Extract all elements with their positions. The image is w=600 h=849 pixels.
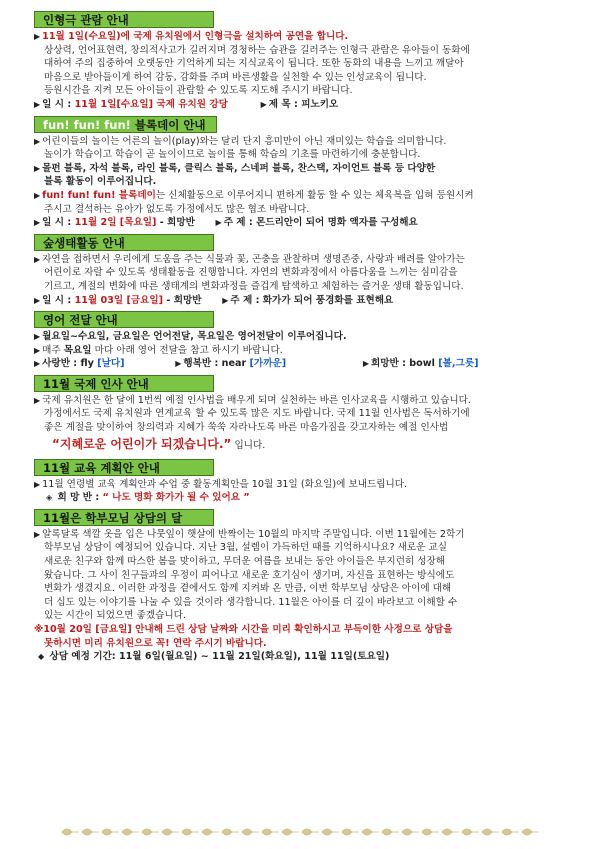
paragraph-line: 블록 활동이 이루어집니다. <box>44 176 157 188</box>
diamond-bullet-icon: ◆ <box>38 652 45 662</box>
section-header: 숲생태활동 안내 <box>34 234 214 251</box>
triangle-bullet-icon: ▶ <box>34 479 41 489</box>
section-parent-counseling <box>34 508 574 664</box>
leaf-ornament-icon <box>522 829 539 835</box>
lead-line: ▶ 11월 1일(수요일)에 국제 유치원에서 인형극을 설치하여 공연을 합니다. <box>34 31 349 42</box>
triangle-bullet-icon: ▶ <box>34 99 41 109</box>
section-header: 11월 국제 인사 안내 <box>34 375 214 392</box>
leaf-ornament-icon <box>62 829 79 835</box>
triangle-bullet-icon: ▶ <box>215 218 222 228</box>
leaf-ornament-icon <box>402 829 419 835</box>
paragraph-line: ▶ 매주 목요일 마다 아래 영어 전달을 참고 하시기 바랍니다. <box>34 344 283 356</box>
paragraph-line: 놀이가 학습이고 학습이 곧 놀이이므로 놀이를 통해 학습의 기초를 마련하기에 충분합니다. <box>44 149 421 161</box>
newsletter-page <box>34 10 574 667</box>
leaf-ornament-icon <box>202 829 219 835</box>
section-header: fun! fun! fun! 블록데이 안내 <box>34 116 217 133</box>
paragraph-line: 상상력, 언어표현력, 창의적사고가 길러지며 경청하는 습관을 길러주는 인형극 관람은 유아들이 동화에 <box>44 44 470 56</box>
section-header: 영어 전달 안내 <box>34 311 214 328</box>
paragraph-line: 새로운 친구와 함께 따스한 봄을 맞이하고, 무더운 여름을 보내는 동안 아이들은 부지런히 성장해 <box>44 556 446 568</box>
paragraph-line: ▶ 11월 연령별 교육 계획안과 수업 중 활동계획안을 10월 31일 (화요일)에 보내드립니다. <box>34 478 408 490</box>
triangle-bullet-icon: ▶ <box>34 529 41 539</box>
leaf-ornament-icon <box>342 829 359 835</box>
section-header: 11월은 학부모님 상담의 달 <box>34 509 214 526</box>
paragraph-line: ▶ 자연을 접하면서 우리에게 도움을 주는 식물과 꽃, 곤충을 관찰하며 생명존중, 사랑과 배려를 알아가는 <box>34 253 465 265</box>
leaf-ornament-icon <box>142 829 159 835</box>
counseling-period-line: ◆ 상담 예정 기간: 11월 6일(월요일) ~ 11월 21일(화요일), 11월 11일(토요일) <box>38 651 390 663</box>
triangle-bullet-icon: ▶ <box>362 359 369 369</box>
triangle-bullet-icon: ▶ <box>260 99 267 109</box>
paragraph-line: 등원시간을 지켜 모든 아이들이 관람할 수 있도록 지도해 주시기 바랍니다. <box>44 85 353 97</box>
paragraph-line: ▶ 어린이들의 놀이는 어른의 놀이(play)와는 달리 단지 흥미만이 아닌 재미있는 학습을 의미합니다. <box>34 135 447 147</box>
section-puppet-show <box>34 10 574 112</box>
section-lesson-plan <box>34 458 574 505</box>
triangle-bullet-icon: ▶ <box>34 32 41 41</box>
paragraph-line: 대하여 주의 집중하여 오랫동안 기억하게 되는 지식교육이 됩니다. 또한 동화의 내용을 느끼고 깨달아 <box>44 58 464 70</box>
triangle-bullet-icon: ▶ <box>34 218 41 228</box>
decorative-leaf-divider <box>60 826 540 838</box>
triangle-bullet-icon: ▶ <box>175 359 182 369</box>
paragraph-line: 더 십도 있는 이야기를 나눌 수 있을 것이라 생각합니다. 11월은 아이를 더 깊이 바라보고 이해할 수 <box>44 596 458 608</box>
paragraph-line: 좋은 계절을 맞이하여 창의력과 지혜가 쑥쑥 자라나도록 바른 마음가짐을 갖고자하는 예절 인사법 <box>44 422 449 434</box>
leaf-ornament-icon <box>362 829 379 835</box>
paragraph-line: ▶ fun! fun! fun! 블록데이는 신체활동으로 이루어지니 편하게 활동 할 수 있는 체육복을 입혀 등원시켜 <box>34 189 474 201</box>
leaf-ornament-icon <box>182 829 199 835</box>
schedule-line: ▶ 일 시 : 11월 1일[수요일] 국제 유치원 강당 ▶ 제 목 : 피노키오 <box>34 98 339 110</box>
section-header: 인형극 관람 안내 <box>34 11 214 28</box>
leaf-ornament-icon <box>322 829 339 835</box>
section-header: 11월 교육 계획안 안내 <box>34 459 214 476</box>
leaf-ornament-icon <box>442 829 459 835</box>
paragraph-line: 왔습니다. 그 사이 친구들과의 우정이 피어나고 새로운 호기심이 생기며, 자신을 표현하는 방식에도 <box>44 569 455 581</box>
leaf-ornament-icon <box>222 829 239 835</box>
quote-line: “지혜로운 어린이가 되겠습니다.” 입니다. <box>52 436 266 451</box>
paragraph-line: 학부모님 상담이 예정되어 있습니다. 지난 3월, 설렘이 가득하던 때를 기억하시나요? 새로운 교실 <box>44 542 448 554</box>
schedule-line: ▶ 일 시 : 11월 2일 [목요일] - 희망반 ▶ 주 제 : 몬드리안이 되어 명화 액자를 구성해요 <box>34 217 418 229</box>
paragraph-line: 어린이로 자랄 수 있도록 생태활동을 진행합니다. 자연의 변화과정에서 아름다움을 느끼는 심미감을 <box>44 267 458 279</box>
paragraph-line: ▶ 몰펀 블록, 자석 블록, 라인 블록, 클릭스 블록, 스네퍼 블록, 찬스택, 자이언트 블록 등 다양한 <box>34 162 436 174</box>
leaf-ornament-icon <box>422 829 439 835</box>
section-block-day <box>34 115 574 230</box>
notice-line: 못하시면 미리 유치원으로 꼭! 연락 주시기 바랍니다. <box>44 637 267 649</box>
triangle-bullet-icon: ▶ <box>34 295 41 305</box>
paragraph-line: ▶ 월요일~수요일, 금요일은 언어전달, 목요일은 영어전달이 이루어집니다. <box>34 331 347 343</box>
paragraph-line: ▶ 알록달록 색깔 옷을 입은 나뭇잎이 햇살에 반짝이는 10월의 마지막 주말입니다. 이번 11월에는 2학기 <box>34 528 465 540</box>
leaf-ornament-icon <box>162 829 179 835</box>
triangle-bullet-icon: ▶ <box>34 136 41 146</box>
paragraph-line: ▶ 국제 유치원은 한 달에 1번씩 예절 인사법을 배우게 되며 실천하는 바른 인사교육을 시행하고 있습니다. <box>34 394 471 406</box>
triangle-bullet-icon: ▶ <box>34 163 41 173</box>
section-forest-ecology <box>34 233 574 307</box>
triangle-bullet-icon: ▶ <box>34 359 41 369</box>
leaf-ornament-icon <box>262 829 279 835</box>
leaf-ornament-icon <box>82 829 99 835</box>
diamond-bullet-icon: ◈ <box>46 493 53 503</box>
paragraph-line: 기르고, 계절의 변화에 따른 생태계의 변화과정을 즐겁게 탐색하고 체험하는 즐거운 생태 활동입니다. <box>44 280 464 292</box>
leaf-ornament-icon <box>302 829 319 835</box>
triangle-bullet-icon: ▶ <box>34 395 41 405</box>
triangle-bullet-icon: ▶ <box>34 345 41 355</box>
triangle-bullet-icon: ▶ <box>34 254 41 264</box>
section-greeting <box>34 374 574 455</box>
paragraph-line: 마음으로 받아들이게 하여 감동, 감화를 주며 바른생활을 실천할 수 있는 인성교육이 됩니다. <box>44 71 427 83</box>
hope-class-line: ◈ 희 망 반 : “ 나도 명화 화가가 될 수 있어요 ” <box>46 492 250 504</box>
paragraph-line: 있는 시간이 되었으면 좋겠습니다. <box>44 610 186 622</box>
leaf-ornament-icon <box>482 829 499 835</box>
leaf-ornament-icon <box>242 829 259 835</box>
leaf-ornament-icon <box>102 829 119 835</box>
leaf-ornament-icon <box>382 829 399 835</box>
triangle-bullet-icon: ▶ <box>222 295 229 305</box>
triangle-bullet-icon: ▶ <box>34 332 41 342</box>
notice-line: ※10월 20일 [금요일] 안내해 드린 상담 날짜와 시간을 미리 확인하시고 부득이한 사정으로 상담을 <box>34 624 453 635</box>
schedule-line: ▶ 일 시 : 11월 03일 [금요일] - 희망반 ▶ 주 제 : 화가가 되어 풍경화를 표현해요 <box>34 294 394 306</box>
paragraph-line: 주시고 결석하는 유아가 없도록 가정에서도 많은 협조 바랍니다. <box>44 203 310 215</box>
english-words-line: ▶ 사랑반 : fly [날다] ▶ 행복반 : near [가까운] ▶ 희망반 : bowl [볼,그릇] <box>34 358 479 370</box>
leaf-ornament-icon <box>502 829 519 835</box>
paragraph-line: 변화가 생겼지요. 이러한 과정을 곁에서도 함께 지켜봐 온 만큼, 이번 학부모님 상담은 아이에 대해 <box>44 583 452 595</box>
paragraph-line: 가정에서도 국제 유치원과 연계교육 할 수 있도록 많은 지도 바랍니다. 국제 11월 인사법은 독서하기에 <box>44 408 470 420</box>
leaf-ornament-icon <box>462 829 479 835</box>
section-english <box>34 310 574 371</box>
leaf-ornament-icon <box>282 829 299 835</box>
leaf-ornament-icon <box>122 829 139 835</box>
triangle-bullet-icon: ▶ <box>34 190 41 200</box>
